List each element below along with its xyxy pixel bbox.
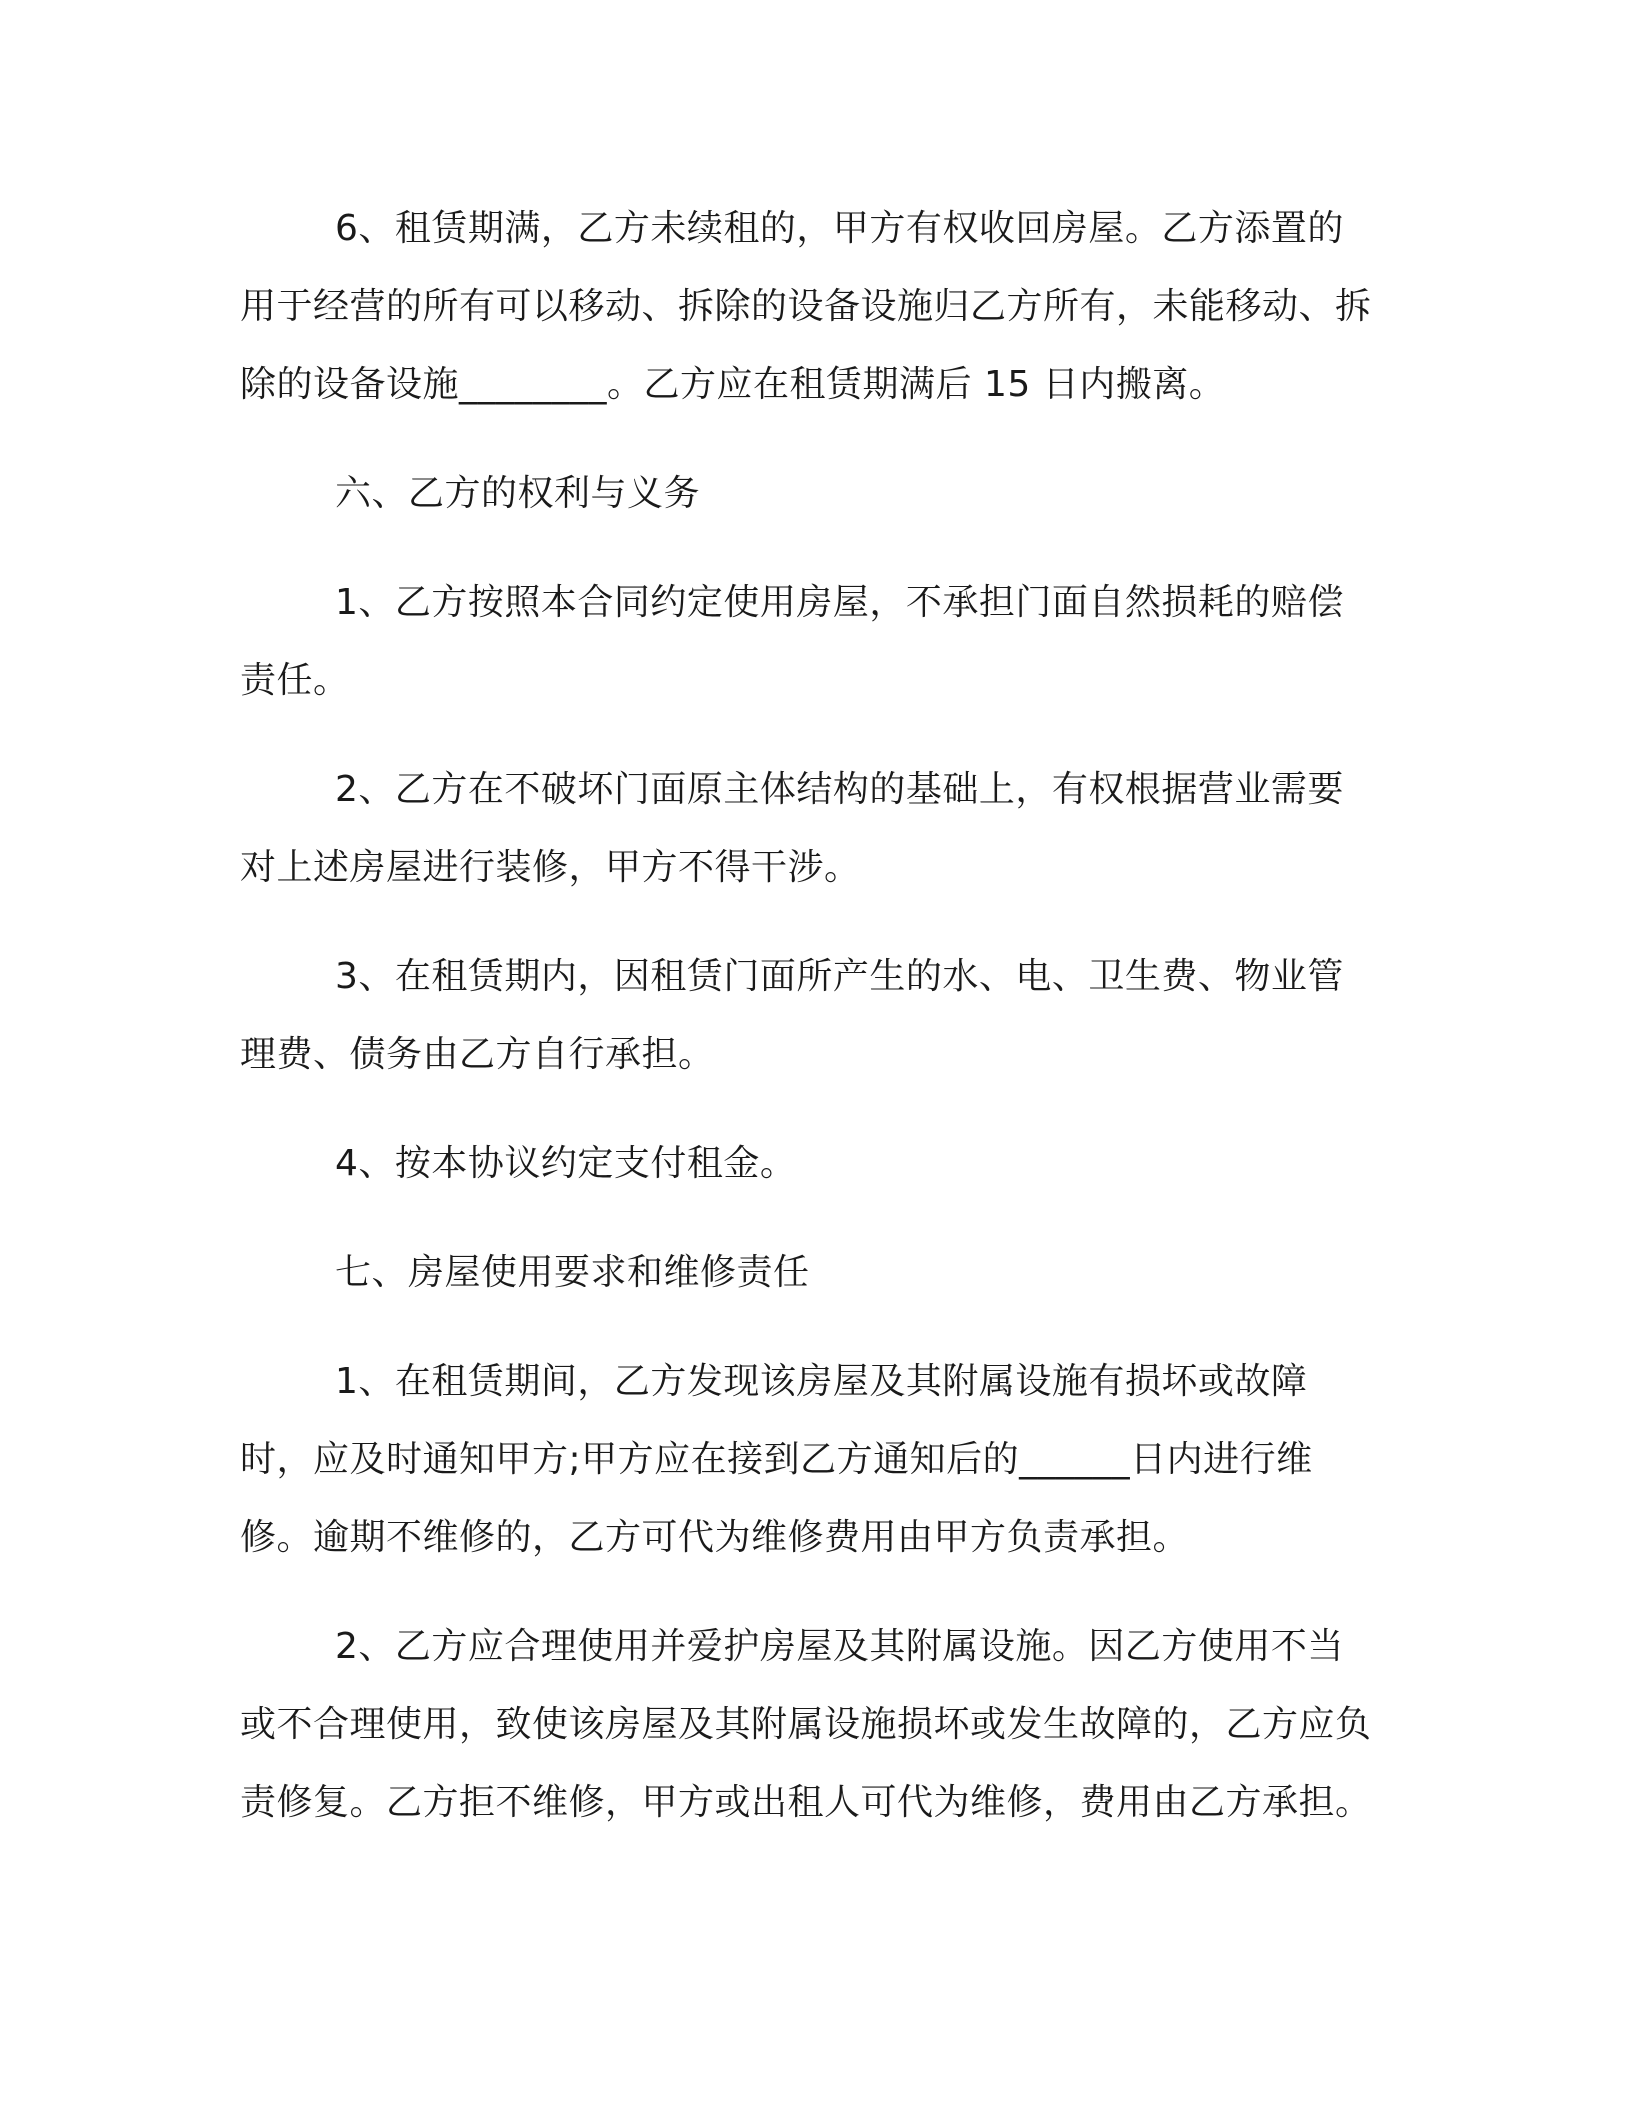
document-body bbox=[240, 190, 1380, 1873]
section-7-heading: 七、房屋使用要求和维修责任 bbox=[335, 1252, 810, 1293]
clause-5-6-paragraph: 6、租赁期满，乙方未续租的，甲方有权收回房屋。乙方添置的用于经营的所有可以移动、拆除的设备设施归乙方所有，未能移动、拆除的设备设施________。乙方应在租赁期满后 15 日内搬离。 bbox=[240, 208, 1372, 405]
clause-7-2-paragraph: 2、乙方应合理使用并爱护房屋及其附属设施。因乙方使用不当或不合理使用，致使该房屋及其附属设施损坏或发生故障的，乙方应负责修复。乙方拒不维修，甲方或出租人可代为维修，费用由乙方承担。 bbox=[240, 1626, 1372, 1823]
clause-6-4-paragraph: 4、按本协议约定支付租金。 bbox=[335, 1143, 797, 1184]
clause-7-1-paragraph: 1、在租赁期间，乙方发现该房屋及其附属设施有损坏或故障时，应及时通知甲方;甲方应在接到乙方通知后的______日内进行维修。逾期不维修的，乙方可代为维修费用由甲方负责承担。 bbox=[240, 1361, 1313, 1558]
clause-6-2-paragraph: 2、乙方在不破坏门面原主体结构的基础上，有权根据营业需要对上述房屋进行装修，甲方不得干涉。 bbox=[240, 769, 1344, 888]
clause-6-3-paragraph: 3、在租赁期内，因租赁门面所产生的水、电、卫生费、物业管理费、债务由乙方自行承担。 bbox=[240, 956, 1344, 1075]
clause-6-1-paragraph: 1、乙方按照本合同约定使用房屋，不承担门面自然损耗的赔偿责任。 bbox=[240, 582, 1344, 701]
section-6-heading: 六、乙方的权利与义务 bbox=[335, 473, 701, 514]
